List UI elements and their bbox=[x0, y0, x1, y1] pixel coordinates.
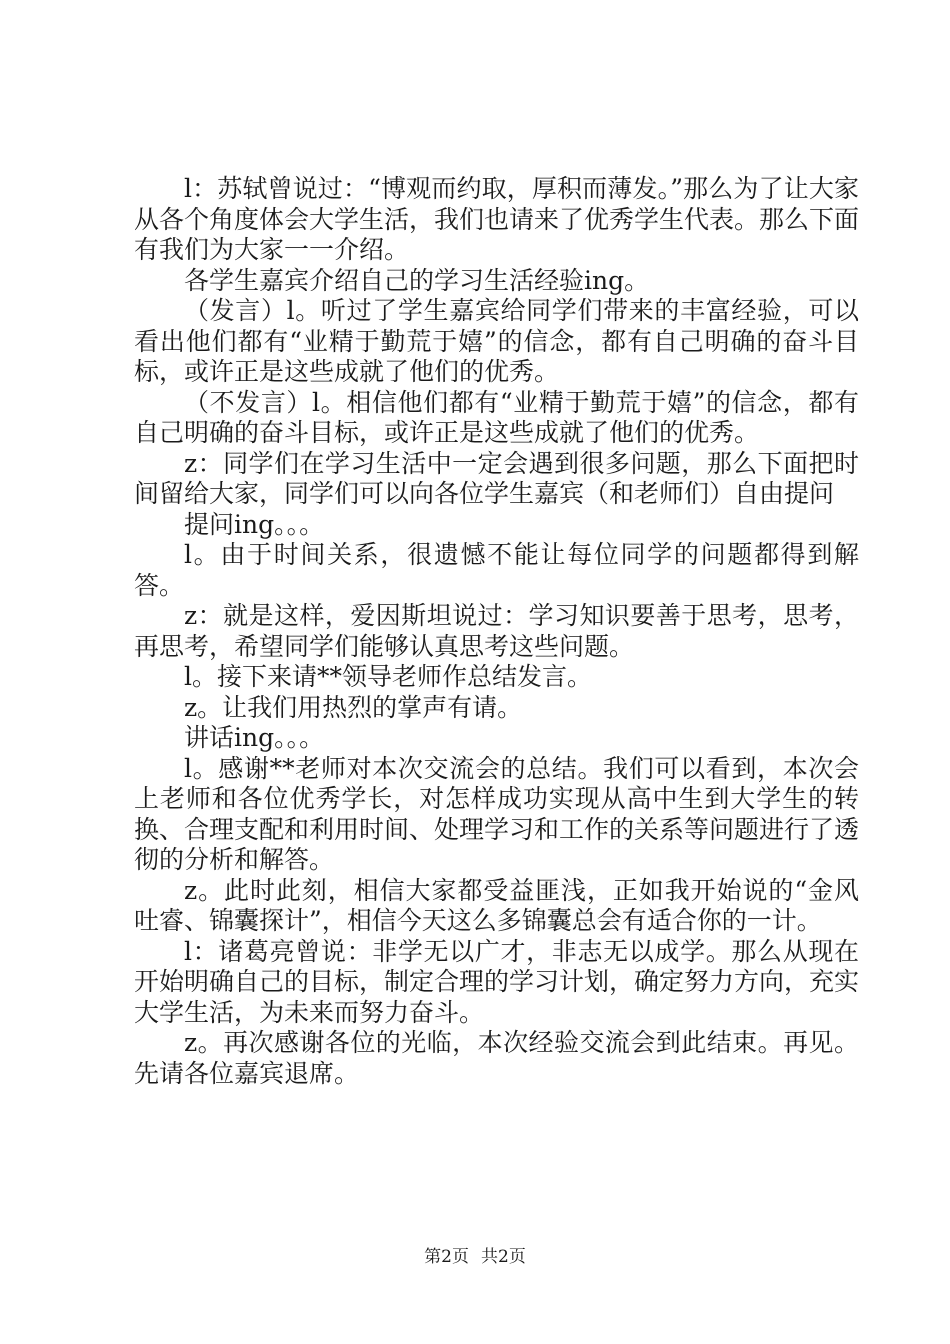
page-total: 共2页 bbox=[481, 1247, 526, 1267]
paragraph-3: （发言）l。听过了学生嘉宾给同学们带来的丰富经验，可以看出他们都有“业精于勤荒于嬉”的信念，都有自己明确的奋斗目标，或许正是这些成就了他们的优秀。 bbox=[134, 296, 859, 386]
paragraph-12: l。感谢**老师对本次交流会的总结。我们可以看到，本次会上老师和各位优秀学长，对怎样成功实现从高中生到大学生的转换、合理支配和利用时间、处理学习和工作的关系等问题进行了透彻的分析和解答。 bbox=[134, 753, 860, 874]
paragraph-2: 各学生嘉宾介绍自己的学习生活经验ing。 bbox=[184, 265, 650, 295]
paragraph-14: l：诸葛亮曾说：非学无以广才，非志无以成学。那么从现在开始明确自己的目标，制定合理的学习计划，确定努力方向，充实大学生活，为未来而努力奋斗。 bbox=[134, 936, 860, 1027]
paragraph-9: l。接下来请**领导老师作总结发言。 bbox=[184, 662, 592, 691]
page-number: 第2页 bbox=[424, 1247, 469, 1267]
paragraph-1: l：苏轼曾说过：“博观而约取，厚积而薄发。”那么为了让大家从各个角度体会大学生活，我们也请来了优秀学生代表。那么下面有我们为大家一一介绍。 bbox=[134, 174, 860, 264]
page-footer bbox=[0, 1242, 950, 1267]
paragraph-5: z：同学们在学习生活中一定会遇到很多问题，那么下面把时间留给大家，同学们可以向各位学生嘉宾（和老师们）自由提问 bbox=[134, 448, 859, 508]
paragraph-11: 讲话ing。。。 bbox=[184, 723, 325, 752]
document-body bbox=[134, 174, 859, 1089]
paragraph-13: z。此时此刻，相信大家都受益匪浅，正如我开始说的“金风吐睿、锦囊探计”，相信今天这么多锦囊总会有适合你的一计。 bbox=[134, 875, 859, 935]
paragraph-7: l。由于时间关系，很遗憾不能让每位同学的问题都得到解答。 bbox=[134, 540, 859, 600]
paragraph-8: z：就是这样，爱因斯坦说过：学习知识要善于思考，思考，再思考，希望同学们能够认真思考这些问题。 bbox=[134, 601, 859, 661]
paragraph-4: （不发言）l。相信他们都有“业精于勤荒于嬉”的信念，都有自己明确的奋斗目标，或许正是这些成就了他们的优秀。 bbox=[134, 387, 859, 447]
paragraph-15: z。再次感谢各位的光临，本次经验交流会到此结束。再见。先请各位嘉宾退席。 bbox=[134, 1028, 859, 1088]
paragraph-10: z。让我们用热烈的掌声有请。 bbox=[184, 692, 523, 722]
paragraph-6: 提问ing。。。 bbox=[184, 509, 325, 539]
